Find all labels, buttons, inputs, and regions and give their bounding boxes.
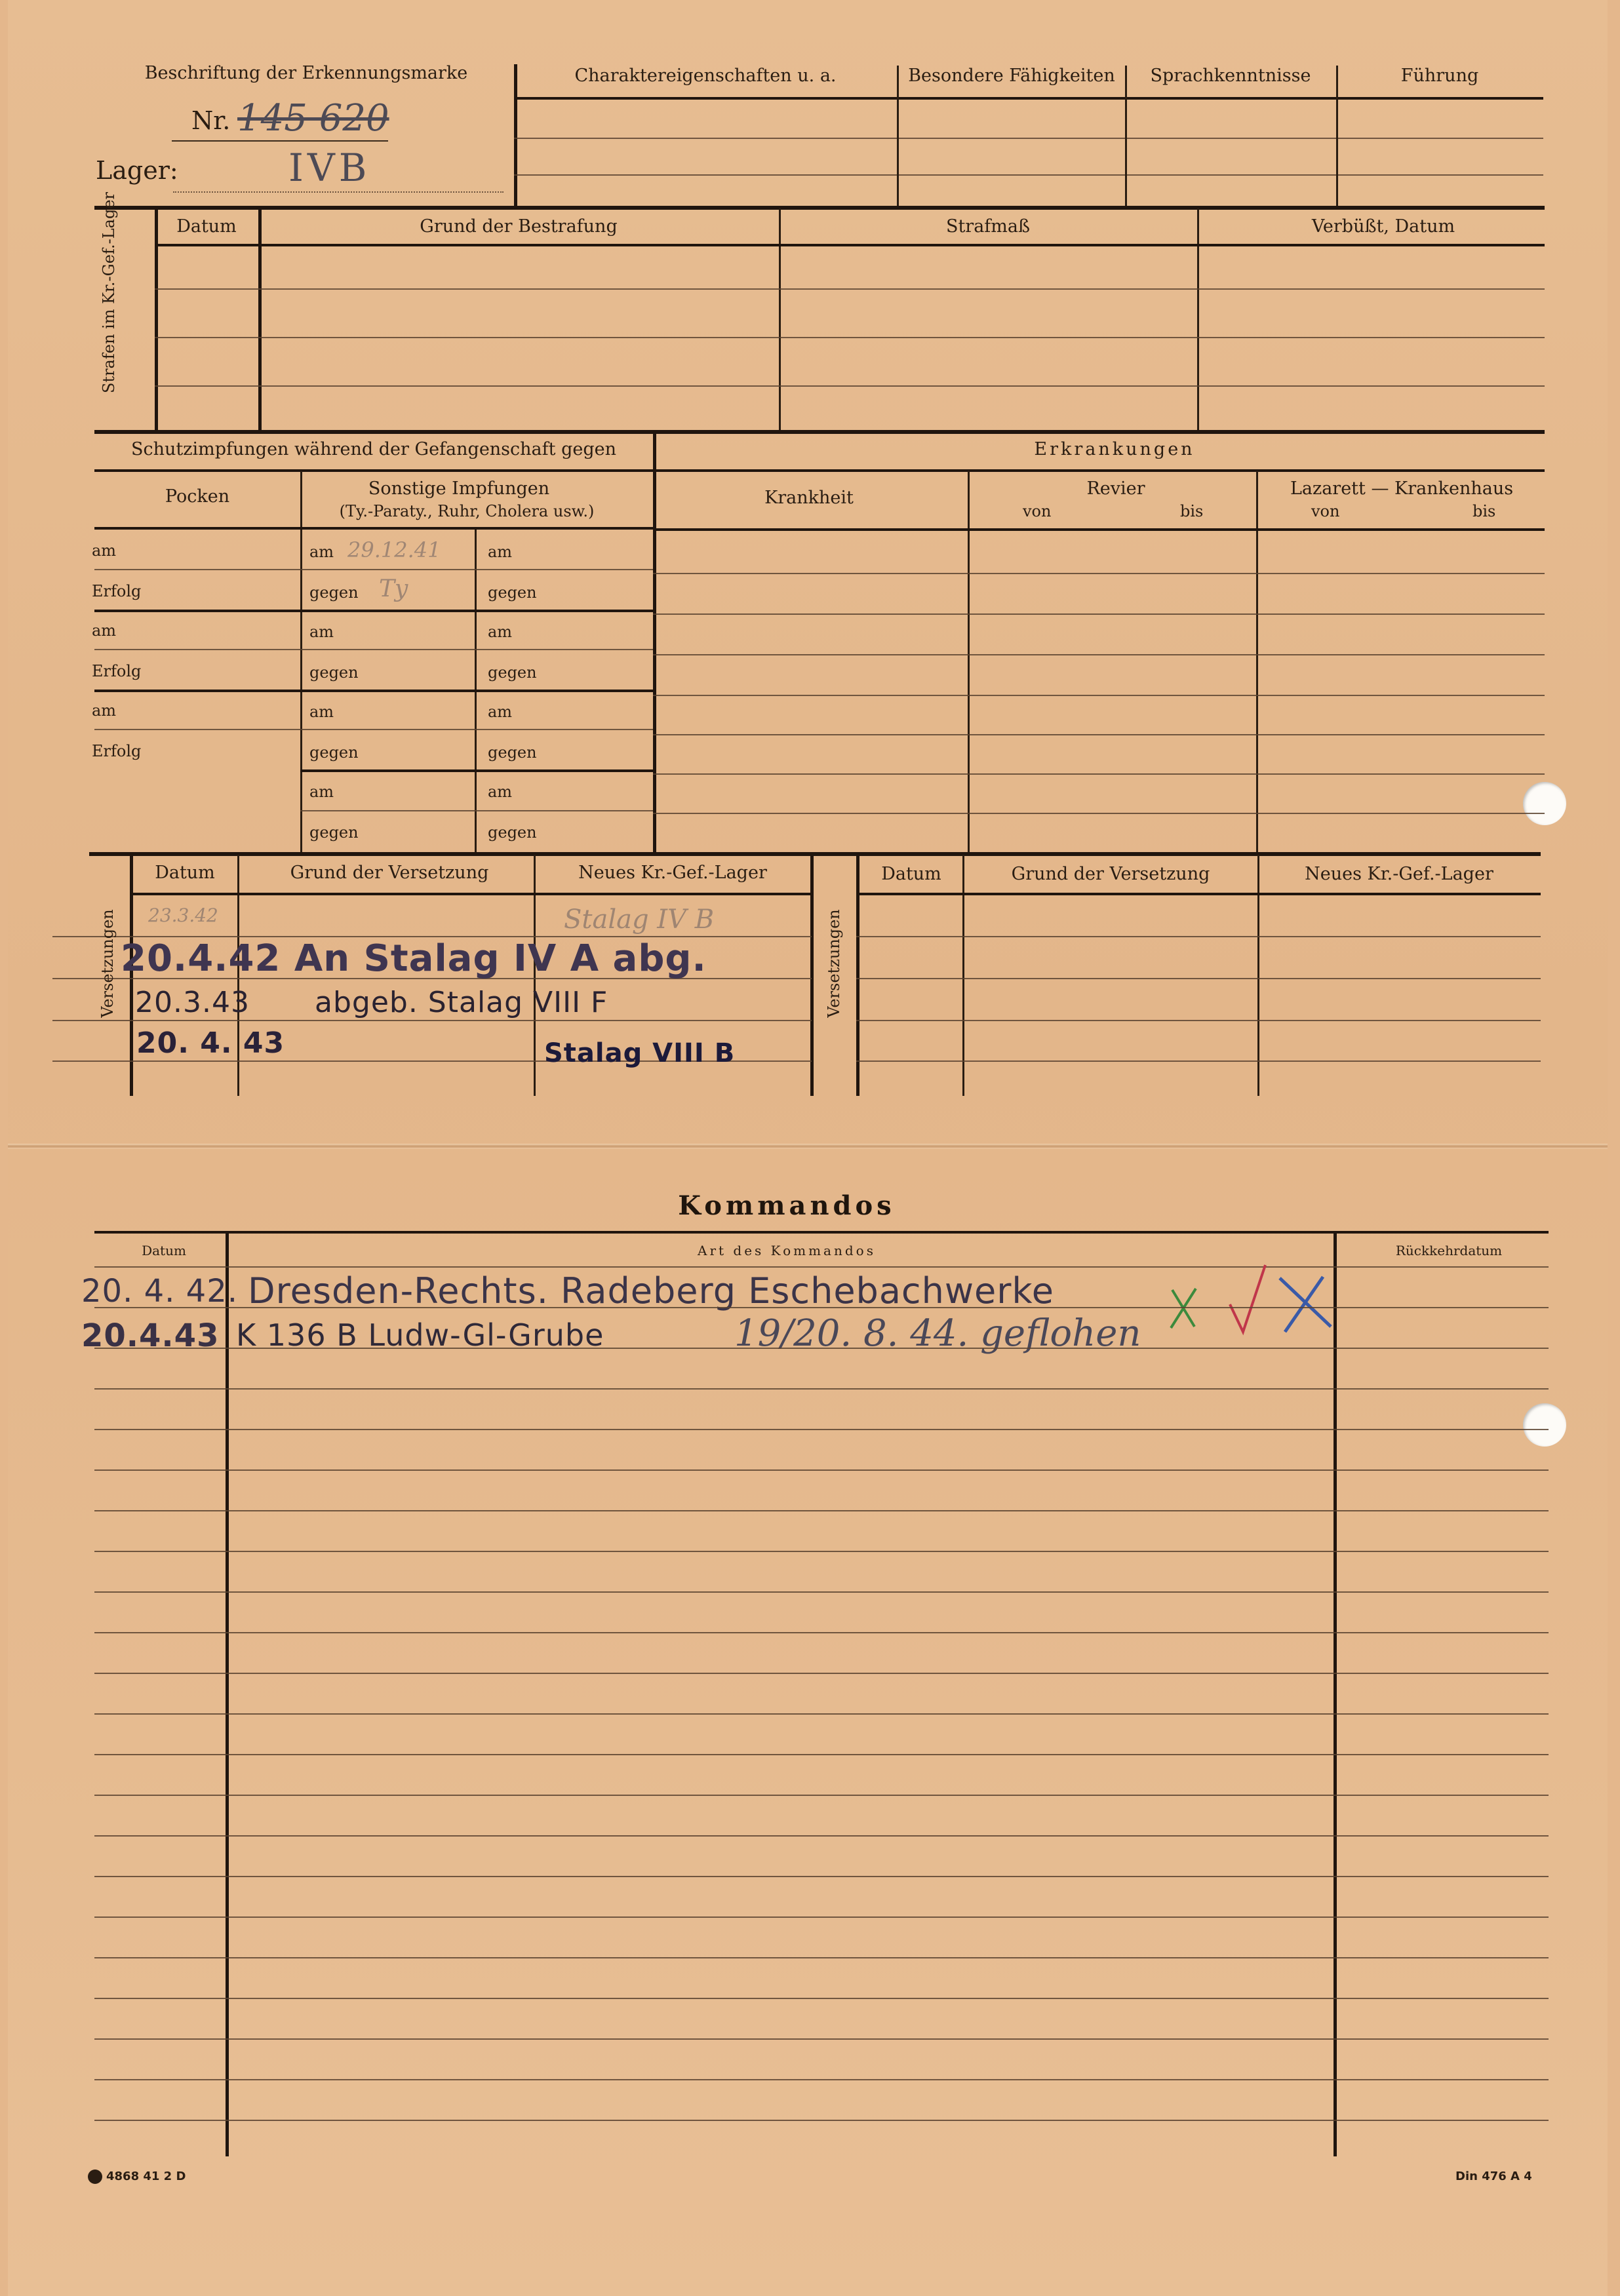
rule: [653, 573, 1545, 574]
komm-row2-date: 20.4.43: [81, 1317, 220, 1354]
rule: [653, 734, 1545, 735]
eagle-mark-icon: [88, 2170, 102, 2184]
footer-left: [88, 2170, 186, 2184]
rule: [94, 649, 653, 650]
kommandos-rule: [94, 1510, 1549, 1511]
rule: [130, 893, 812, 895]
vers-stamp-3-lager: Stalag VIII B: [544, 1038, 736, 1068]
strafen-side-label: Strafen im Kr.-Gef.-Lager: [100, 191, 118, 393]
kommandos-rule: [94, 2038, 1549, 2040]
rule: [856, 1060, 1541, 1062]
divider: [1125, 66, 1127, 206]
impfungen-title: Schutzimpfungen während der Gefangenschaft gegen: [131, 439, 616, 459]
am-label: am: [309, 543, 334, 561]
vers-col-lager: Neues Kr.-Gef.-Lager: [578, 863, 767, 883]
kommandos-rule: [94, 2079, 1549, 2080]
rule: [94, 729, 653, 730]
komm-row1-text: Dresden-Rechts. Radeberg Eschebachwerke: [248, 1270, 1054, 1312]
kommandos-rule: [94, 1591, 1549, 1593]
kommandos-rule: [94, 1917, 1549, 1918]
rule: [94, 690, 653, 692]
punch-hole: [1523, 1403, 1566, 1447]
komm-col-art: Art des Kommandos: [698, 1243, 876, 1258]
rule: [155, 288, 1545, 290]
rule: [856, 1020, 1541, 1021]
card-fold: [8, 1144, 1608, 1149]
krankheit-label: Krankheit: [764, 488, 854, 508]
divider: [1197, 208, 1199, 431]
am-label: am: [92, 621, 117, 640]
kommandos-rule: [94, 1632, 1549, 1633]
komm-col-datum: Datum: [142, 1243, 186, 1258]
vers-col-datum-right: Datum: [881, 864, 941, 884]
col-fuehrung: Führung: [1400, 66, 1479, 86]
nr-value: 145 620: [237, 97, 389, 140]
divider: [779, 208, 781, 431]
rule: [155, 385, 1545, 387]
komm-row2-text: K 136 B Ludw-Gl-Grube: [236, 1317, 604, 1353]
impf-date-hand: 29.12.41: [347, 537, 441, 562]
vers-col-grund: Grund der Versetzung: [290, 863, 489, 883]
rule: [856, 978, 1541, 979]
rule: [653, 773, 1545, 775]
nr-underline: [172, 140, 388, 142]
rule: [653, 654, 1545, 655]
vers-stamp-3-date: 20. 4. 43: [136, 1026, 285, 1060]
vers-faint-date: 23.3.42: [148, 905, 218, 926]
divider: [1334, 1234, 1337, 2156]
kommandos-rule: [94, 1795, 1549, 1796]
komm-row1-date: 20. 4. 42.: [81, 1273, 238, 1310]
gegen-label: gegen: [488, 743, 537, 762]
vers-faint-lager: Stalag IV B: [564, 905, 715, 935]
kommandos-rule: [94, 1551, 1549, 1552]
rule: [514, 138, 1543, 139]
rule: [94, 569, 653, 570]
lazarett-von: von: [1311, 502, 1340, 520]
kommandos-rule: [94, 2120, 1549, 2121]
lager-label: Lager:: [96, 156, 178, 185]
rule: [300, 769, 653, 772]
rule: [94, 469, 1545, 472]
col-strafmass: Strafmaß: [945, 216, 1031, 237]
rule: [856, 936, 1541, 937]
am-label: am: [488, 783, 513, 801]
vers-col-grund-right: Grund der Versetzung: [1011, 864, 1210, 884]
red-check-mark: [1230, 1265, 1265, 1332]
rule: [155, 244, 1545, 246]
rule: [653, 528, 1545, 531]
rule: [856, 893, 1541, 895]
col-sprachen: Sprachkenntnisse: [1150, 66, 1311, 86]
col-faehigkeiten: Besondere Fähigkeiten: [908, 66, 1115, 86]
kommandos-rule: [94, 1876, 1549, 1877]
beschriftung-label: Beschriftung der Erkennungsmarke: [144, 63, 468, 83]
gegen-label: gegen: [488, 663, 537, 682]
lazarett-label: Lazarett — Krankenhaus: [1290, 478, 1514, 499]
col-verbuesst: Verbüßt, Datum: [1311, 216, 1455, 237]
rule: [94, 527, 653, 530]
footer-right: Din 476 A 4: [1455, 2170, 1532, 2183]
komm-row2-note: 19/20. 8. 44. geflohen: [734, 1312, 1141, 1355]
divider: [155, 208, 158, 431]
erfolg-label: Erfolg: [92, 662, 142, 680]
kommandos-rule: [94, 1429, 1549, 1430]
divider: [258, 208, 262, 431]
erkrankungen-title: Erkrankungen: [1034, 439, 1195, 459]
section-rule: [89, 852, 1541, 856]
check-marks: [1167, 1258, 1337, 1344]
am-label: am: [92, 701, 117, 720]
footer-left-text: 4868 41 2 D: [106, 2170, 186, 2183]
rule: [514, 174, 1543, 176]
divider: [653, 433, 656, 853]
kommandos-rule: [94, 1388, 1549, 1390]
kommandos-rule: [94, 1307, 1549, 1308]
vers-col-datum: Datum: [155, 863, 215, 883]
am-label: am: [309, 783, 334, 801]
kommandos-rule: [94, 1835, 1549, 1837]
rule: [653, 813, 1545, 814]
col-grund: Grund der Bestrafung: [420, 216, 618, 237]
green-x-mark: [1171, 1289, 1196, 1328]
section-rule: [94, 430, 1545, 434]
kommandos-rule: [94, 1754, 1549, 1755]
kommandos-rule: [94, 1673, 1549, 1674]
rule: [94, 610, 653, 612]
divider: [810, 855, 814, 1096]
vers-stamp-2-text: abgeb. Stalag VIII F: [315, 986, 608, 1019]
gegen-label: gegen: [488, 823, 537, 842]
rule: [653, 613, 1545, 615]
revier-bis: bis: [1180, 502, 1204, 520]
gegen-label: gegen: [309, 823, 359, 842]
revier-von: von: [1023, 502, 1052, 520]
divider: [962, 855, 964, 1096]
vers-stamp-1: 20.4.42 An Stalag IV A abg.: [121, 937, 707, 980]
am-label: am: [488, 623, 513, 641]
impf-gegen-hand: Ty: [379, 575, 408, 602]
versetzungen-side-label-right: Versetzungen: [825, 909, 843, 1018]
lager-value: IVB: [288, 146, 371, 190]
sonstige-sub: (Ty.-Paraty., Ruhr, Cholera usw.): [339, 502, 595, 520]
divider: [856, 855, 859, 1096]
gegen-label: gegen: [309, 583, 359, 602]
lazarett-bis: bis: [1472, 502, 1496, 520]
am-label: am: [488, 703, 513, 721]
lager-underline: [173, 191, 504, 193]
kommandos-rule: [94, 1348, 1549, 1349]
divider: [897, 66, 899, 206]
kommandos-rule: [94, 1713, 1549, 1715]
section-rule: [94, 1231, 1549, 1234]
divider: [1257, 855, 1259, 1096]
header-rule: [514, 97, 1543, 100]
am-label: am: [488, 543, 513, 561]
kommandos-rule: [94, 1998, 1549, 1999]
am-label: am: [92, 541, 117, 560]
vers-col-lager-right: Neues Kr.-Gef.-Lager: [1305, 864, 1493, 884]
pocken-label: Pocken: [165, 486, 230, 507]
rule: [300, 810, 653, 811]
revier-label: Revier: [1086, 478, 1145, 499]
am-label: am: [309, 623, 334, 641]
vers-stamp-2-date: 20.3.43: [135, 986, 250, 1019]
versetzungen-side-label: Versetzungen: [98, 909, 117, 1018]
erfolg-label: Erfolg: [92, 742, 142, 760]
rule: [155, 337, 1545, 338]
gegen-label: gegen: [309, 663, 359, 682]
kommandos-rule: [94, 1957, 1549, 1958]
kommandos-rule: [94, 1469, 1549, 1471]
sonstige-label: Sonstige Impfungen: [368, 478, 550, 499]
komm-col-rueckkehr: Rückkehrdatum: [1395, 1243, 1503, 1258]
divider: [226, 1234, 229, 2156]
divider: [1336, 66, 1338, 206]
gegen-label: gegen: [488, 583, 537, 602]
section-rule: [94, 206, 1545, 210]
rule: [653, 695, 1545, 696]
nr-label: Nr.: [191, 106, 231, 135]
col-charakter: Charaktereigenschaften u. a.: [574, 66, 837, 86]
erfolg-label: Erfolg: [92, 582, 142, 600]
kommandos-title: Kommandos: [678, 1190, 896, 1221]
am-label: am: [309, 703, 334, 721]
punch-hole: [1523, 782, 1566, 825]
blue-x-mark: [1280, 1277, 1331, 1332]
col-datum: Datum: [176, 216, 237, 237]
gegen-label: gegen: [309, 743, 359, 762]
rule: [52, 1020, 812, 1021]
divider: [514, 64, 517, 207]
